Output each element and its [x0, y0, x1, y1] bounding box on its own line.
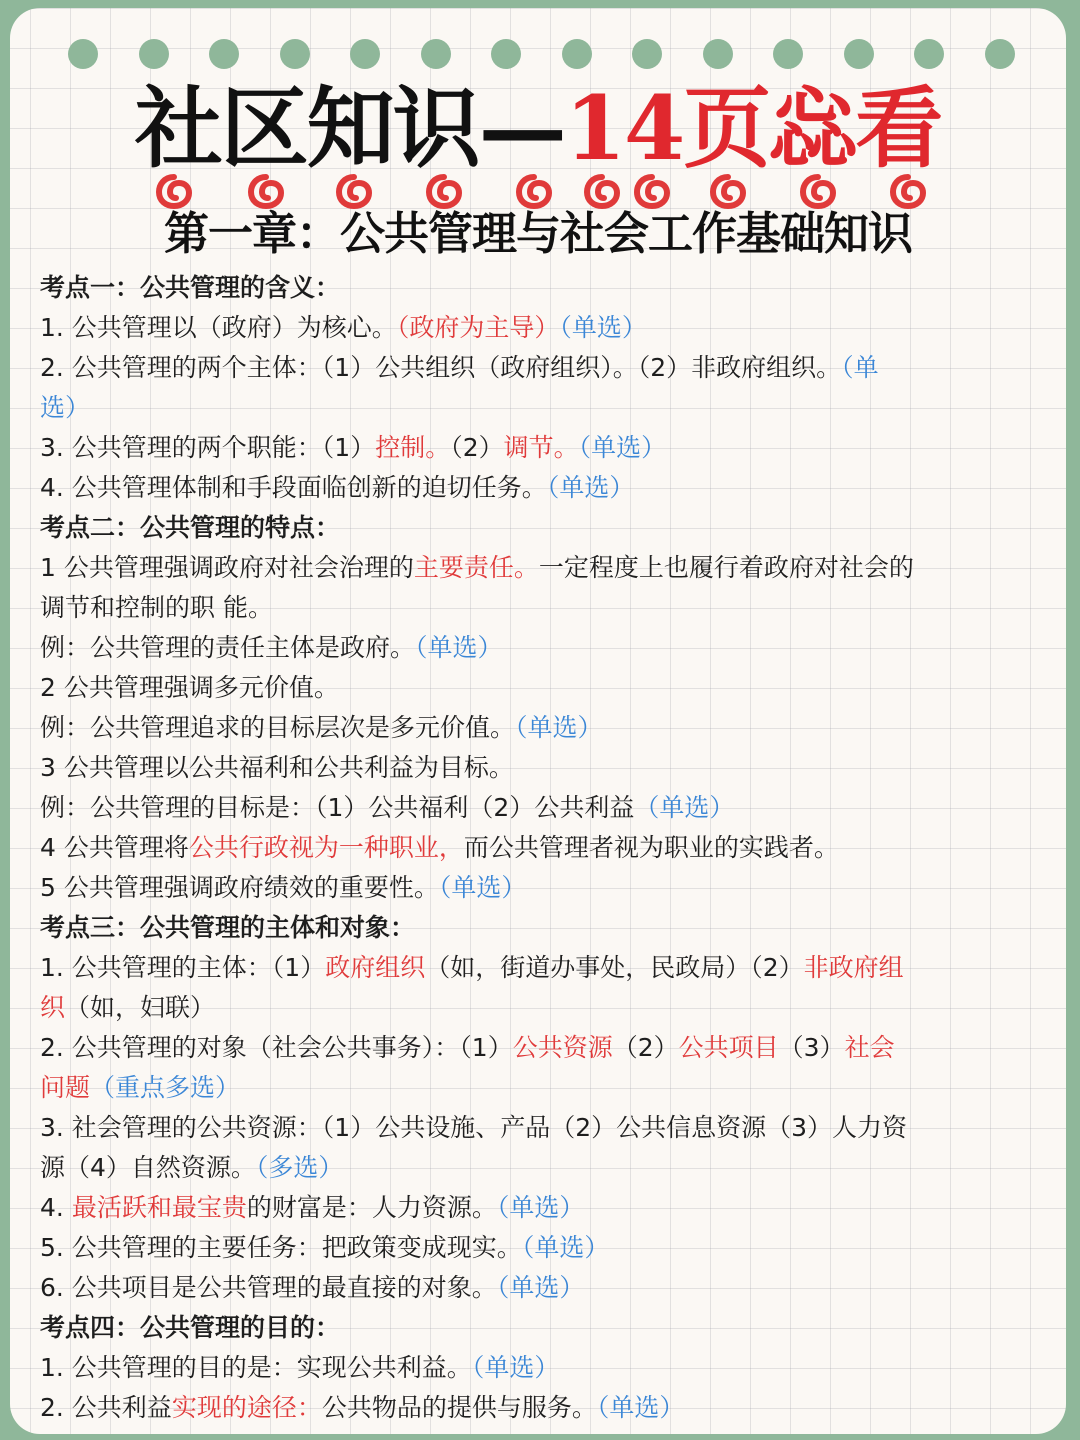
key-point-text: 最活跃和最宝贵 — [71, 1193, 247, 1222]
note-text: 4. 公共管理体制和手段面临创新的迫切任务。 — [40, 473, 547, 502]
binder-hole — [68, 39, 98, 69]
key-point-text: 公共资源 — [512, 1033, 613, 1062]
binder-hole — [632, 39, 662, 69]
note-text: （如，街道办事处，民政局）（2） — [425, 953, 804, 982]
binder-hole — [562, 39, 592, 69]
key-point-text: 调节。 — [503, 433, 579, 462]
note-text: 4 公共管理将 — [40, 833, 189, 862]
binder-hole — [209, 39, 239, 69]
note-line — [40, 948, 1050, 988]
key-point-text: 公共项目 — [678, 1033, 779, 1062]
binder-holes — [10, 39, 1066, 69]
note-text: 1. 公共管理以（政府）为核心。 — [40, 313, 397, 342]
note-text: 6. 公共项目是公共管理的最直接的对象。 — [40, 1273, 497, 1302]
binder-hole — [773, 39, 803, 69]
binder-hole — [280, 39, 310, 69]
key-point-text: 问题 — [40, 1073, 91, 1102]
note-line — [40, 1148, 1050, 1188]
title-main: 社区知识— — [134, 76, 565, 180]
note-text: 3 公共管理以公共福利和公共利益为目标。 — [40, 753, 514, 782]
note-text: （3） — [778, 1033, 845, 1062]
note-text: 2. 公共利益 — [40, 1393, 172, 1422]
question-type-tag: （单选） — [471, 1353, 560, 1382]
note-text: 2. 公共管理的对象（社会公共事务）：（1） — [40, 1033, 513, 1062]
note-line — [40, 1388, 1050, 1428]
title-highlight: 14页惢看 — [564, 76, 942, 180]
question-type-tag: （单选） — [496, 1273, 585, 1302]
note-line — [40, 1028, 1050, 1068]
note-line — [40, 748, 1050, 788]
key-point-text: 公共行政视为一种职业， — [188, 833, 464, 862]
note-text: 例：公共管理的责任主体是政府。 — [40, 633, 416, 662]
key-point-text: 实现的途径： — [171, 1393, 322, 1422]
note-line — [40, 708, 1050, 748]
note-text: 源（4）自然资源。 — [40, 1153, 256, 1182]
note-text: （如，妇联） — [65, 993, 216, 1022]
note-text: 的财富是：人力资源。 — [246, 1193, 497, 1222]
binder-hole — [491, 39, 521, 69]
note-line — [40, 428, 1050, 468]
question-type-tag: 选） — [40, 393, 91, 422]
section-heading: 考点二：公共管理的特点： — [40, 513, 341, 542]
notes-content — [40, 268, 1050, 1428]
note-text: 3. 社会管理的公共资源：（1）公共设施、产品（2）公共信息资源（3）人力资 — [40, 1113, 908, 1142]
note-line — [40, 1188, 1050, 1228]
section-heading: 考点三：公共管理的主体和对象： — [40, 913, 416, 942]
question-type-tag: （单选） — [415, 633, 503, 662]
note-line — [40, 868, 1050, 908]
note-line — [40, 628, 1050, 668]
question-type-tag: （单选） — [634, 793, 735, 822]
note-line — [40, 548, 1050, 588]
note-text: （2） — [450, 433, 504, 462]
section-heading: 考点一：公共管理的含义： — [40, 273, 341, 302]
key-point-text: 社会 — [844, 1033, 895, 1062]
note-text: （2） — [612, 1033, 679, 1062]
note-line — [40, 1268, 1050, 1308]
note-text: 2 公共管理强调多元价值。 — [40, 673, 339, 702]
question-type-tag: （单选） — [496, 1193, 585, 1222]
note-text: 3. 公共管理的两个职能：（1） — [40, 433, 376, 462]
section-heading: 考点四：公共管理的目的： — [40, 1313, 341, 1342]
note-line — [40, 828, 1050, 868]
question-type-tag: （单选） — [546, 473, 635, 502]
note-line — [40, 668, 1050, 708]
binder-hole — [350, 39, 380, 69]
page-title — [10, 78, 1066, 178]
note-text: 5. 公共管理的主要任务：把政策变成现实。 — [40, 1233, 522, 1262]
key-point-text: 主要责任。 — [413, 553, 539, 582]
chapter-title: 第一章：公共管理与社会工作基础知识 — [163, 207, 912, 260]
note-line — [40, 988, 1050, 1028]
note-line — [40, 1348, 1050, 1388]
note-line — [40, 788, 1050, 828]
binder-hole — [914, 39, 944, 69]
note-line — [40, 1068, 1050, 1108]
binder-hole — [703, 39, 733, 69]
note-line — [40, 308, 1050, 348]
binder-hole — [139, 39, 169, 69]
note-text: 1. 公共管理的目的是：实现公共利益。 — [40, 1353, 472, 1382]
question-type-tag: （单选） — [521, 1233, 610, 1262]
key-point-text: 政府组织 — [325, 953, 426, 982]
key-point-text: 织 — [40, 993, 66, 1022]
question-type-tag: （单 — [841, 353, 879, 382]
note-text: 而公共管理者视为职业的实践者。 — [463, 833, 839, 862]
note-line — [40, 388, 1050, 428]
note-text: 5 公共管理强调政府绩效的重要性。 — [40, 873, 439, 902]
question-type-tag: （单选） — [596, 1393, 685, 1422]
question-type-tag: （单选） — [559, 313, 647, 342]
key-point-text: （政府为主导） — [396, 313, 560, 342]
note-text: 2. 公共管理的两个主体：（1）公共组织（政府组织）。（2）非政府组织。 — [40, 353, 842, 382]
note-text: 调节和控制的职 能。 — [40, 593, 273, 622]
binder-hole — [421, 39, 451, 69]
question-type-tag: （重点多选） — [90, 1073, 241, 1102]
question-type-tag: （单选） — [578, 433, 667, 462]
notebook-page — [10, 8, 1066, 1434]
note-line — [40, 348, 1050, 388]
key-point-text: 非政府组 — [803, 953, 904, 982]
note-text: 1 公共管理强调政府对社会治理的 — [40, 553, 414, 582]
question-type-tag: （多选） — [255, 1153, 344, 1182]
binder-hole — [844, 39, 874, 69]
note-line — [40, 1108, 1050, 1148]
note-line — [40, 1228, 1050, 1268]
question-type-tag: （单选） — [438, 873, 527, 902]
note-text: 一定程度上也履行着政府对社会的 — [538, 553, 914, 582]
binder-hole — [985, 39, 1015, 69]
question-type-tag: （单选） — [515, 713, 603, 742]
note-line — [40, 588, 1050, 628]
key-point-text: 控制。 — [375, 433, 451, 462]
note-line — [40, 468, 1050, 508]
note-text: 例：公共管理的目标是：（1）公共福利（2）公共利益 — [40, 793, 635, 822]
note-text: 1. 公共管理的主体：（1） — [40, 953, 326, 982]
note-text: 公共物品的提供与服务。 — [321, 1393, 597, 1422]
note-text: 例：公共管理追求的目标层次是多元价值。 — [40, 713, 516, 742]
note-text: 4. — [40, 1193, 72, 1222]
